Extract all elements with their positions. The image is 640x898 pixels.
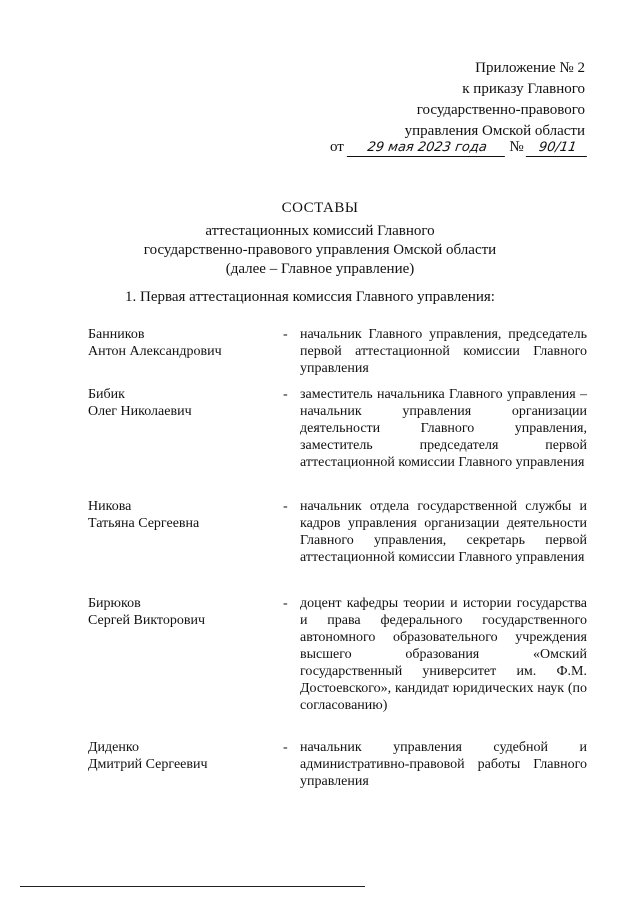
member-role: доцент кафедры теории и истории государства и права федерального государственного автономного образовательного учреждения высшего образования «Омский государственный университет им. Ф.М. Достоевского», кандидат юридических наук (по согласованию) [300, 596, 587, 713]
member-dash: - [283, 596, 288, 611]
member-dash: - [283, 387, 288, 402]
member-role: начальник управления судебной и административно-правовой работы Главного управления [300, 740, 587, 789]
member-role: начальник отдела государственной службы и кадров управления организации деятельности Главного управления, секретарь первой аттестационной комиссии Главного управления [300, 499, 587, 565]
member-given-names: Олег Николаевич [88, 404, 192, 419]
member-surname: Никова [88, 499, 132, 514]
number-prefix: № [509, 139, 524, 155]
member-name [88, 498, 278, 532]
date-prefix: от [330, 139, 344, 155]
handwritten-number: 90/11 [526, 140, 589, 157]
order-date-number [330, 137, 590, 158]
subtitle-line: аттестационных комиссий Главного [205, 223, 435, 239]
footnote-divider [20, 886, 365, 887]
appendix-line: к приказу Главного [462, 81, 585, 97]
appendix-line: государственно-правового [416, 102, 585, 118]
member-role: начальник Главного управления, председатель первой аттестационной комиссии Главного управления [300, 327, 587, 376]
appendix-header [345, 58, 585, 142]
member-role: заместитель начальника Главного управления – начальник управления организации деятельности Главного управления, заместитель председателя первой аттестационной комиссии Главного управления [300, 387, 587, 470]
member-surname: Бирюков [88, 596, 141, 611]
subtitle-line: (далее – Главное управление) [225, 261, 415, 277]
document-subtitle [0, 222, 640, 279]
member-given-names: Татьяна Сергеевна [88, 516, 200, 531]
member-dash: - [283, 499, 288, 514]
member-surname: Диденко [88, 740, 139, 755]
member-name [88, 739, 278, 773]
member-surname: Бибик [88, 387, 125, 402]
member-given-names: Дмитрий Сергеевич [88, 757, 208, 772]
member-given-names: Сергей Викторович [88, 613, 206, 628]
member-name [88, 326, 278, 360]
member-dash: - [283, 740, 288, 755]
appendix-line: управления Омской области [404, 123, 585, 139]
handwritten-date: 29 мая 2023 года [346, 140, 506, 157]
member-name [88, 595, 278, 629]
section-title: 1. Первая аттестационная комиссия Главного управления: [125, 289, 495, 305]
member-given-names: Антон Александрович [88, 344, 222, 359]
subtitle-line: государственно-правового управления Омской области [143, 242, 497, 258]
member-dash: - [283, 327, 288, 342]
document-title: СОСТАВЫ [281, 200, 359, 216]
member-name [88, 386, 278, 420]
member-surname: Банников [88, 327, 145, 342]
appendix-line: Приложение № 2 [475, 60, 585, 76]
